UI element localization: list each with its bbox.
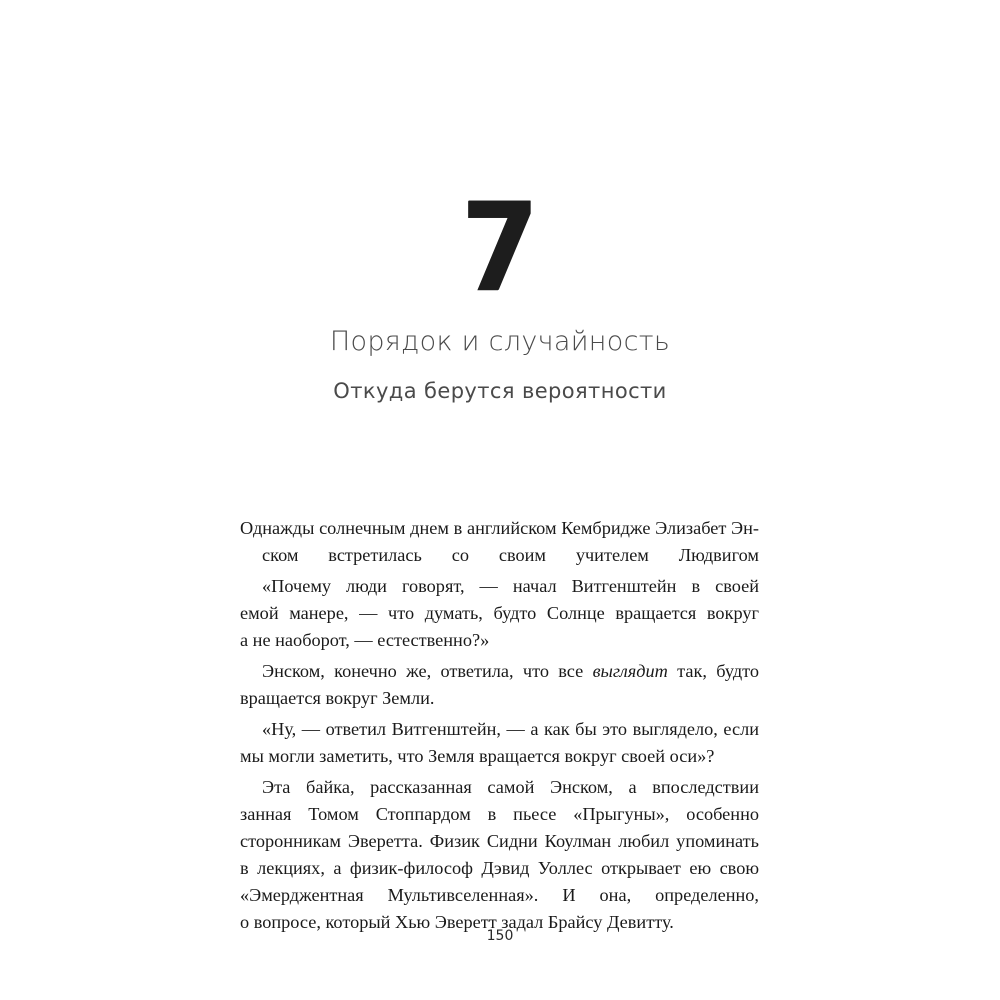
paragraph — [240, 658, 759, 712]
text-line: мы могли заметить, что Земля вращается вокруг своей оси»? — [240, 746, 715, 766]
text-line: о вопросе, который Хью Эверетт задал Брайсу Девитту. — [240, 912, 674, 932]
text-line: вращается вокруг Земли. — [240, 688, 435, 708]
paragraph — [240, 573, 759, 654]
body-text — [240, 515, 759, 936]
text-line: «Ну, — ответил Витгенштейн, — а как бы это выглядело, если — [262, 719, 759, 739]
text-line: занная Томом Стоппардом в пьесе «Прыгуны», особенно — [240, 804, 759, 824]
text-line: а не наоборот, — естественно?» — [240, 630, 490, 650]
text-line: в лекциях, а физик-философ Дэвид Уоллес открывает ею свою — [240, 858, 759, 878]
paragraph — [240, 774, 759, 936]
chapter-subtitle: Откуда берутся вероятности — [333, 379, 667, 403]
text-line: ском встретилась со своим учителем Людвигом — [262, 545, 759, 565]
paragraph — [240, 515, 759, 569]
text-line: «Эмерджентная Мультивселенная». И она, определенно, — [240, 885, 759, 905]
chapter-number: 7 — [460, 177, 540, 319]
emphasis-text: выглядит — [592, 661, 668, 681]
text-line: «Почему люди говорят, — начал Витгенштейн в своей — [262, 576, 759, 596]
page-number: 150 — [486, 928, 514, 944]
paragraph — [240, 716, 759, 770]
text-span: так, будто — [677, 661, 759, 681]
text-line: сторонникам Эверетта. Физик Сидни Коулман любил упоминать — [240, 831, 759, 851]
text-line: емой манере, — что думать, будто Солнце вращается вокруг — [240, 603, 759, 623]
chapter-title: Порядок и случайность — [329, 326, 671, 357]
text-line: Однажды солнечным днем в английском Кембридже Элизабет Эн- — [240, 518, 759, 538]
text-line — [240, 658, 759, 685]
text-span: Энском, конечно же, ответила, что все — [262, 661, 593, 681]
text-line: Эта байка, рассказанная самой Энском, а впоследствии — [262, 777, 759, 797]
